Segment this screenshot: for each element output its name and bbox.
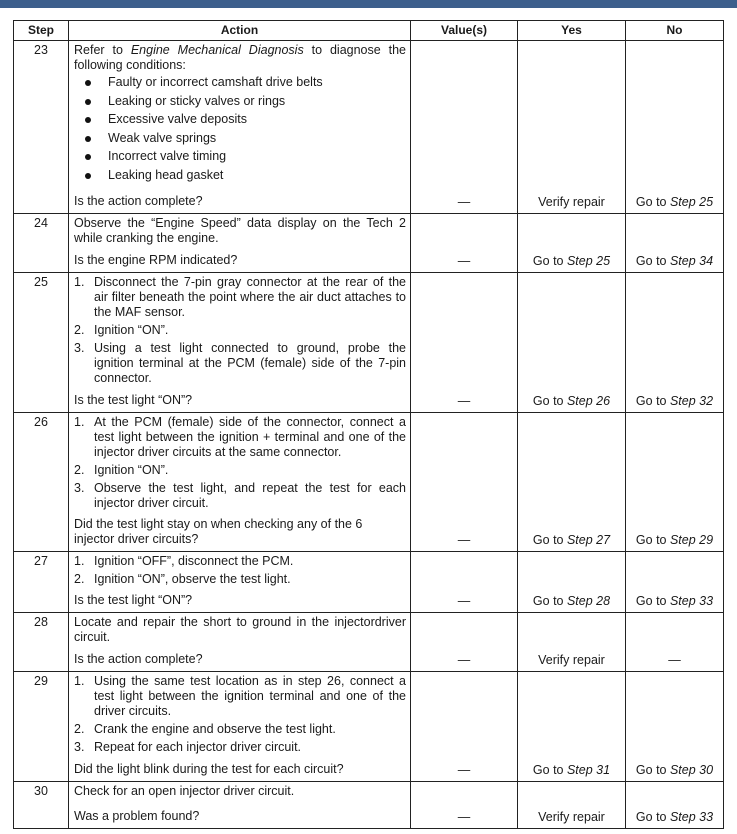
table-header-row	[14, 21, 724, 41]
yes-cell: Verify repair	[518, 782, 626, 829]
value-cell: —	[411, 672, 518, 782]
table-row	[14, 273, 724, 413]
action-cell	[69, 613, 411, 672]
yes-cell: Go to Step 27	[518, 413, 626, 552]
list-item: Excessive valve deposits	[74, 112, 406, 127]
bullet-icon	[85, 154, 91, 160]
procedure-list	[74, 674, 406, 758]
action-cell	[69, 273, 411, 413]
value-cell: —	[411, 782, 518, 829]
list-item: Weak valve springs	[74, 131, 406, 146]
value-cell: —	[411, 214, 518, 273]
list-item: 1. Disconnect the 7-pin gray connector at the rear of the air filter beneath the point where the air duct attaches to the MAF sensor.	[74, 275, 406, 319]
action-question: Is the action complete?	[74, 652, 203, 666]
step-number: 28	[14, 613, 69, 672]
list-item: 1. At the PCM (female) side of the connector, connect a test light between the ignition + terminal and one of the injector driver circuits at the same connector.	[74, 415, 406, 459]
step-number: 30	[14, 782, 69, 829]
step-number: 24	[14, 214, 69, 273]
action-question: Did the test light stay on when checking any of the 6 injector driver circuits?	[74, 517, 363, 546]
table-row	[14, 214, 724, 273]
action-question: Is the action complete?	[74, 194, 203, 208]
condition-list	[74, 75, 406, 183]
list-item: 3. Repeat for each injector driver circuit.	[74, 740, 302, 754]
value-cell: —	[411, 613, 518, 672]
yes-cell: Verify repair	[518, 41, 626, 214]
action-cell	[69, 552, 411, 613]
action-intro: Observe the “Engine Speed” data display on the Tech 2 while cranking the engine.	[74, 216, 406, 245]
diagnostic-table-container	[13, 20, 723, 829]
yes-cell: Go to Step 26	[518, 273, 626, 413]
yes-cell: Go to Step 31	[518, 672, 626, 782]
procedure-list	[74, 275, 406, 389]
no-cell: Go to Step 33	[626, 552, 724, 613]
value-cell: —	[411, 552, 518, 613]
action-question: Is the test light “ON”?	[74, 393, 193, 407]
step-number: 23	[14, 41, 69, 214]
list-item: 2. Ignition “ON”, observe the test light.	[74, 572, 291, 586]
table-row	[14, 613, 724, 672]
action-question: Was a problem found?	[74, 809, 200, 823]
list-item: Incorrect valve timing	[74, 149, 406, 164]
no-cell: Go to Step 34	[626, 214, 724, 273]
action-cell	[69, 413, 411, 552]
no-cell: Go to Step 30	[626, 672, 724, 782]
header-yes: Yes	[518, 21, 626, 41]
list-item: 2. Ignition “ON”.	[74, 463, 169, 477]
value-cell: —	[411, 41, 518, 214]
action-question: Is the test light “ON”?	[74, 593, 193, 607]
table-row	[14, 782, 724, 829]
yes-cell: Verify repair	[518, 613, 626, 672]
bullet-icon	[85, 117, 91, 123]
action-cell	[69, 672, 411, 782]
list-item: 2. Crank the engine and observe the test light.	[74, 722, 336, 736]
bullet-icon	[85, 173, 91, 179]
no-cell: Go to Step 33	[626, 782, 724, 829]
value-cell: —	[411, 273, 518, 413]
header-no: No	[626, 21, 724, 41]
step-number: 29	[14, 672, 69, 782]
action-cell	[69, 782, 411, 829]
list-item: 3. Using a test light connected to ground, probe the ignition terminal at the PCM (female) side of the 7-pin connector.	[74, 341, 406, 385]
action-cell	[69, 214, 411, 273]
action-question: Did the light blink during the test for each circuit?	[74, 762, 344, 776]
list-item: 1. Ignition “OFF”, disconnect the PCM.	[74, 554, 294, 568]
table-row	[14, 672, 724, 782]
no-cell: Go to Step 25	[626, 41, 724, 214]
action-cell	[69, 41, 411, 214]
table-row	[14, 552, 724, 613]
action-question: Is the engine RPM indicated?	[74, 253, 238, 267]
list-item: Leaking head gasket	[74, 168, 406, 183]
bullet-icon	[85, 80, 91, 86]
bullet-icon	[85, 99, 91, 105]
step-number: 26	[14, 413, 69, 552]
header-values: Value(s)	[411, 21, 518, 41]
bullet-icon	[85, 136, 91, 142]
header-action: Action	[69, 21, 411, 41]
list-item: 2. Ignition “ON”.	[74, 323, 169, 337]
table-row	[14, 413, 724, 552]
list-item: Leaking or sticky valves or rings	[74, 94, 406, 109]
no-cell: —	[626, 613, 724, 672]
action-intro: Check for an open injector driver circuit.	[74, 784, 295, 798]
step-number: 25	[14, 273, 69, 413]
no-cell: Go to Step 32	[626, 273, 724, 413]
value-cell: —	[411, 413, 518, 552]
reference-link: Engine Mechanical Diagnosis	[130, 43, 304, 57]
action-intro: Locate and repair the short to ground in the injectordriver circuit.	[74, 615, 406, 644]
no-cell: Go to Step 29	[626, 413, 724, 552]
procedure-list	[74, 554, 406, 590]
list-item: 3. Observe the test light, and repeat the test for each injector driver circuit.	[74, 481, 406, 510]
diagnostic-table	[13, 20, 724, 829]
table-row	[14, 41, 724, 214]
list-item: Faulty or incorrect camshaft drive belts	[74, 75, 406, 90]
yes-cell: Go to Step 28	[518, 552, 626, 613]
procedure-list	[74, 415, 406, 514]
window-top-bar	[0, 0, 737, 8]
list-item: 1. Using the same test location as in step 26, connect a test light between the ignition terminal and one of the driver circuits.	[74, 674, 406, 718]
action-intro: Refer to Engine Mechanical Diagnosis to diagnose the following conditions:	[74, 43, 406, 72]
yes-cell: Go to Step 25	[518, 214, 626, 273]
step-number: 27	[14, 552, 69, 613]
header-step: Step	[14, 21, 69, 41]
